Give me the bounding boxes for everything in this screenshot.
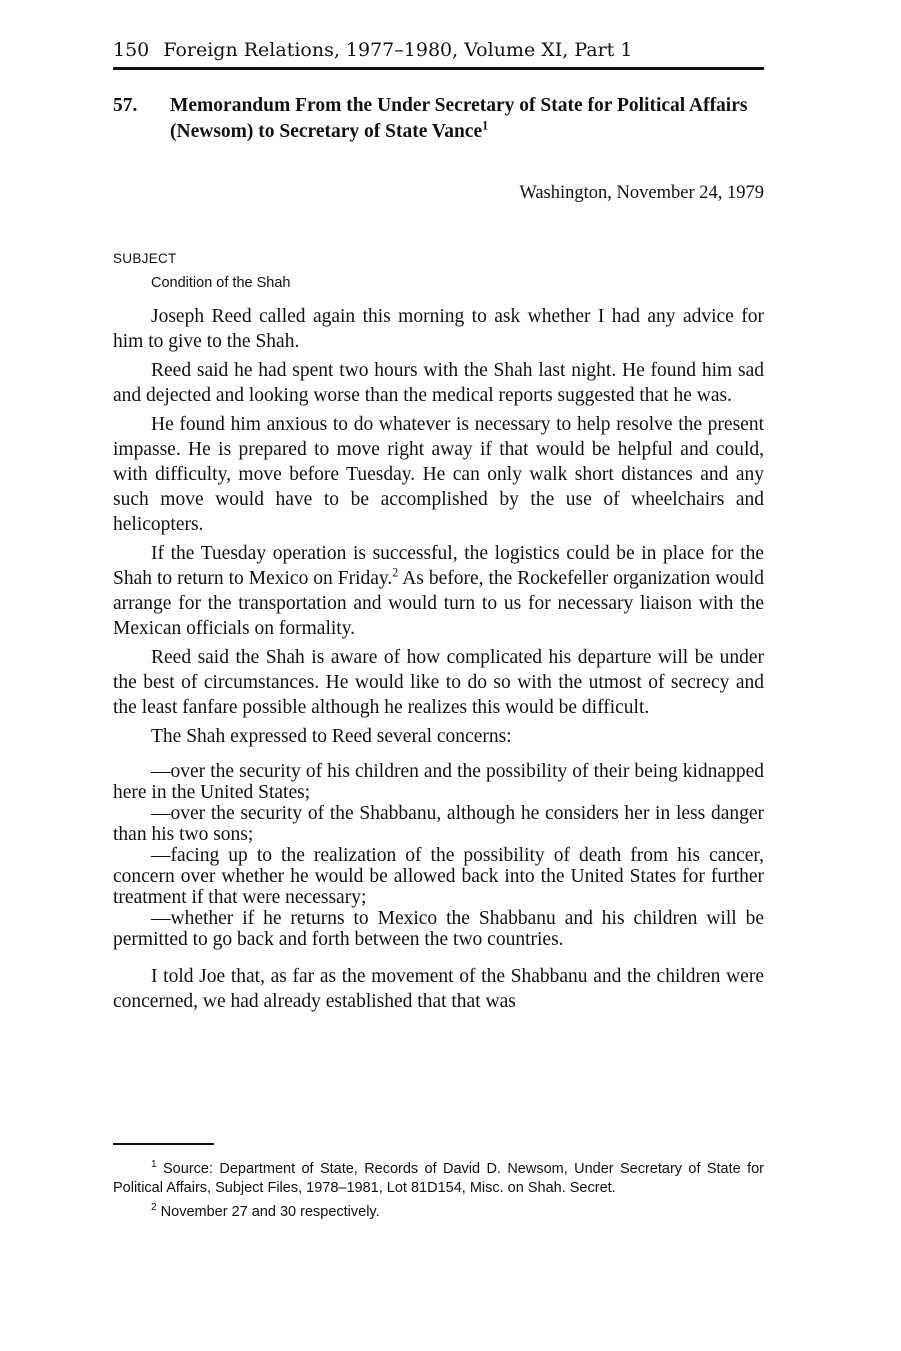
footnote-2	[113, 1203, 764, 1222]
paragraph-4-text-b: As before, the Rockefeller organization would arrange for the transportation and would turn to us for necessary liaison with the Mexican officials on formality.	[113, 568, 764, 639]
paragraph-4	[113, 541, 764, 641]
page	[113, 36, 764, 1014]
series-title: Foreign Relations, 1977–1980, Volume XI, Part 1	[163, 39, 633, 61]
closing-section	[113, 964, 764, 1014]
footnote-1-text: Source: Department of State, Records of David D. Newsom, Under Secretary of State for Political Affairs, Subject Files, 1978–1981, Lot 81D154, Misc. on Shah. Secret.	[113, 1161, 765, 1196]
paragraph-3: He found him anxious to do whatever is necessary to help resolve the present impasse. He is prepared to move right away if that would be helpful and could, with difficulty, move before Tuesday. He can only walk short distances and any such move would have to be accomplished by the use of wheelchairs and helicopters.	[113, 414, 764, 535]
document-number: 57.	[113, 95, 138, 116]
paragraph-2: Reed said he had spent two hours with the Shah last night. He found him sad and dejected and looking worse than the medical reports suggested that he was.	[113, 360, 764, 406]
document-heading	[113, 93, 764, 145]
paragraph-6: The Shah expressed to Reed several concerns:	[151, 726, 512, 747]
footnote-1-marker: 1	[151, 1159, 157, 1171]
concern-item: —facing up to the realization of the possibility of death from his cancer, concern over whether he would be allowed back into the United States for further treatment if that were necessary;	[113, 845, 764, 908]
subject-value: Condition of the Shah	[151, 275, 291, 291]
page-number: 150	[113, 39, 150, 61]
dateline: Washington, November 24, 1979	[519, 183, 764, 203]
footnote-ref-2: 2	[392, 565, 399, 580]
concerns-list	[113, 761, 764, 950]
memo-body	[113, 304, 764, 749]
concern-item: —over the security of the Shabbanu, although he considers her in less danger than his two sons;	[113, 803, 764, 845]
footnote-1	[113, 1160, 764, 1198]
paragraph-1: Joseph Reed called again this morning to ask whether I had any advice for him to give to the Shah.	[113, 306, 764, 352]
paragraph-4-text-a: If the Tuesday operation is successful, the logistics could be in place for the Shah to return to Mexico on Friday.	[113, 543, 764, 589]
concern-item: —over the security of his children and the possibility of their being kidnapped here in the United States;	[113, 761, 764, 803]
footnote-ref-1: 1	[482, 118, 489, 133]
paragraph-5: Reed said the Shah is aware of how complicated his departure will be under the best of circumstances. He would like to do so with the utmost of secrecy and the least fanfare possible although he realizes this would be difficult.	[113, 647, 764, 718]
footnotes	[113, 1160, 764, 1227]
footnote-2-marker: 2	[151, 1202, 157, 1214]
subject-label: SUBJECT	[113, 251, 177, 266]
closing-paragraph: I told Joe that, as far as the movement of the Shabbanu and the children were concerned, we had already established that that was	[113, 966, 764, 1012]
document-title	[170, 93, 764, 145]
running-head	[113, 36, 764, 70]
footnote-divider	[113, 1143, 214, 1145]
footnote-2-text: November 27 and 30 respectively.	[160, 1204, 380, 1220]
concern-item: —whether if he returns to Mexico the Shabbanu and his children will be permitted to go back and forth between the two countries.	[113, 908, 764, 950]
document-title-text: Memorandum From the Under Secretary of State for Political Affairs (Newsom) to Secretary of State Vance	[170, 95, 748, 142]
